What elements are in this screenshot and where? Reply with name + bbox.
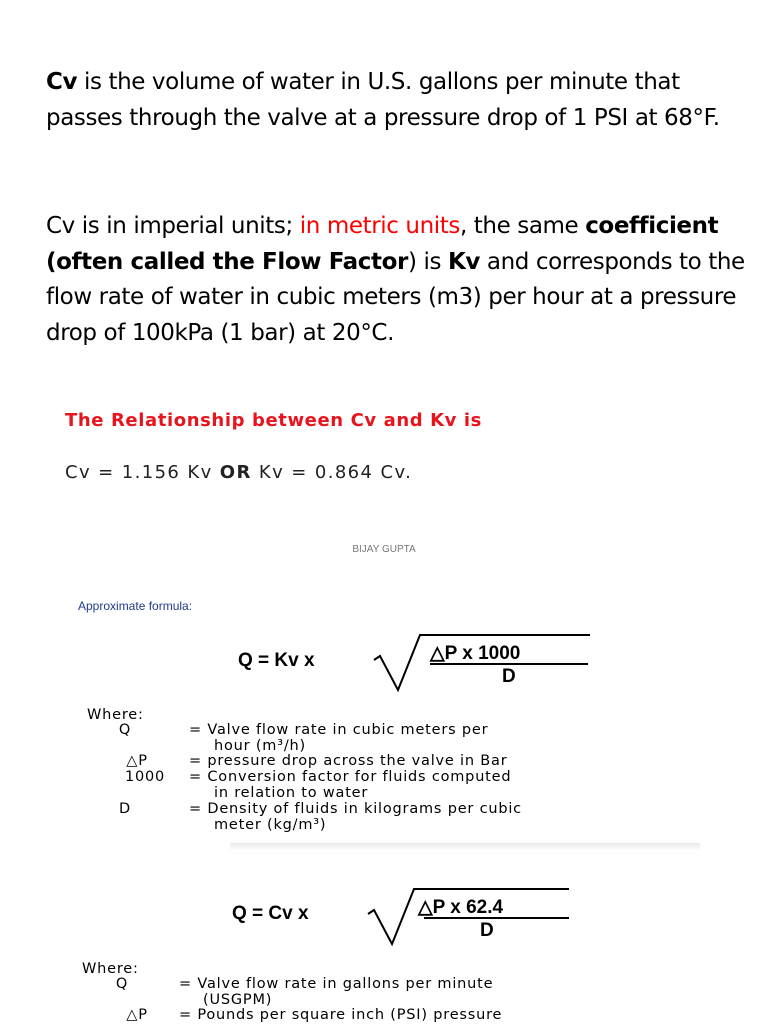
cv-term: Cv (46, 69, 78, 95)
definition-text-cont: in relation to water (214, 785, 369, 801)
formula-cv-lhs: Q = Cv x (232, 903, 309, 924)
definition-symbol: Q (118, 722, 132, 738)
metric-units-highlight: in metric units (299, 213, 460, 239)
relationship-equation (65, 462, 412, 483)
cv-definition-paragraph (46, 65, 746, 136)
kv-text-part4: and corresponds to the flow rate of water in cubic meters (m3) per hour at a pressure drop of 100kPa (1 bar) at 20°C. (46, 248, 745, 346)
kv-text-part3: ) is (407, 248, 448, 275)
definition-text: = Conversion factor for fluids computed (189, 769, 512, 785)
equation-or: OR (219, 462, 252, 483)
kv-text-part1: Cv is in imperial units; (46, 213, 300, 239)
kv-text-part2: , the same (459, 213, 586, 239)
formula-kv-numerator: △P x 1000 (430, 643, 521, 664)
definition-symbol: D (119, 801, 131, 817)
definition-symbol: △P (126, 1007, 148, 1023)
flow-factor-term: coefficient (often called the Flow Factor (46, 213, 719, 275)
formula-cv-denominator: D (480, 920, 494, 941)
where-label-cv: Where: (82, 961, 139, 977)
definition-text: = Valve flow rate in gallons per minute (179, 976, 494, 992)
cv-definition-text: is the volume of water in U.S. gallons per minute that passes through the valve at a pressure drop of 1 PSI at 68°F. (46, 69, 720, 131)
equation-left: Cv = 1.156 Kv (65, 462, 220, 483)
definition-text-cont: (USGPM) (203, 992, 273, 1008)
formula-kv-lhs: Q = Kv x (238, 650, 315, 671)
definition-text: = Pounds per square inch (PSI) pressure (179, 1007, 503, 1023)
relationship-title: The Relationship between Cv and Kv is (65, 410, 482, 431)
definition-symbol: Q (115, 976, 129, 992)
divider-shadow (230, 843, 700, 851)
definition-text-cont: hour (m³/h) (214, 738, 306, 754)
formula-kv-denominator: D (502, 666, 516, 687)
formula-cv-numerator: △P x 62.4 (418, 897, 504, 918)
approximate-formula-label: Approximate formula: (78, 599, 193, 613)
definition-text: = pressure drop across the valve in Bar (189, 753, 508, 769)
definition-text-cont: meter (kg/m³) (214, 817, 327, 833)
equation-right: Kv = 0.864 Cv. (251, 462, 413, 483)
kv-definition-paragraph (46, 209, 746, 351)
where-label-kv: Where: (87, 707, 144, 723)
kv-term: Kv (447, 248, 480, 275)
author-watermark: BIJAY GUPTA (352, 544, 416, 555)
definition-symbol: 1000 (124, 769, 166, 785)
definition-symbol: △P (126, 753, 148, 769)
definition-text: = Density of fluids in kilograms per cubic (189, 801, 522, 817)
definition-text: = Valve flow rate in cubic meters per (189, 722, 489, 738)
